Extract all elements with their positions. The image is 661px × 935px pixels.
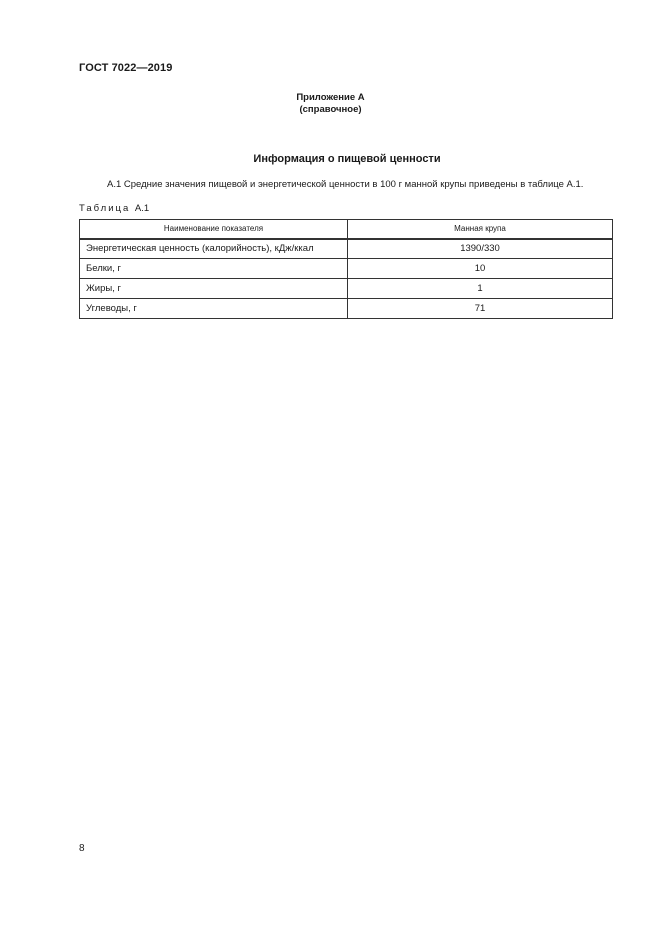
table-caption bbox=[79, 203, 149, 214]
table-header-row bbox=[80, 220, 613, 239]
table-row bbox=[80, 279, 613, 299]
table-row bbox=[80, 239, 613, 259]
page-number: 8 bbox=[79, 843, 85, 854]
row-name-energy: Энергетическая ценность (калорийность), кДж/ккал bbox=[80, 239, 348, 259]
row-value-protein: 10 bbox=[348, 259, 613, 279]
table-caption-word: Таблица bbox=[79, 203, 131, 214]
table-row bbox=[80, 299, 613, 319]
row-name-carbs: Углеводы, г bbox=[80, 299, 348, 319]
table-row bbox=[80, 259, 613, 279]
document-code: ГОСТ 7022—2019 bbox=[79, 62, 173, 74]
body-paragraph: А.1 Средние значения пищевой и энергетической ценности в 100 г манной крупы приведены в таблице А.1. bbox=[107, 179, 584, 190]
appendix-heading bbox=[0, 92, 661, 116]
nutrition-table bbox=[79, 219, 613, 319]
section-title: Информация о пищевой ценности bbox=[253, 153, 441, 165]
column-header-semolina: Манная крупа bbox=[348, 220, 613, 239]
row-name-protein: Белки, г bbox=[80, 259, 348, 279]
appendix-title: Приложение А bbox=[296, 92, 365, 103]
row-name-fat: Жиры, г bbox=[80, 279, 348, 299]
row-value-fat: 1 bbox=[348, 279, 613, 299]
appendix-type: (справочное) bbox=[299, 104, 362, 115]
column-header-indicator: Наименование показателя bbox=[80, 220, 348, 239]
row-value-carbs: 71 bbox=[348, 299, 613, 319]
row-value-energy: 1390/330 bbox=[348, 239, 613, 259]
table-caption-number: А.1 bbox=[134, 203, 150, 214]
